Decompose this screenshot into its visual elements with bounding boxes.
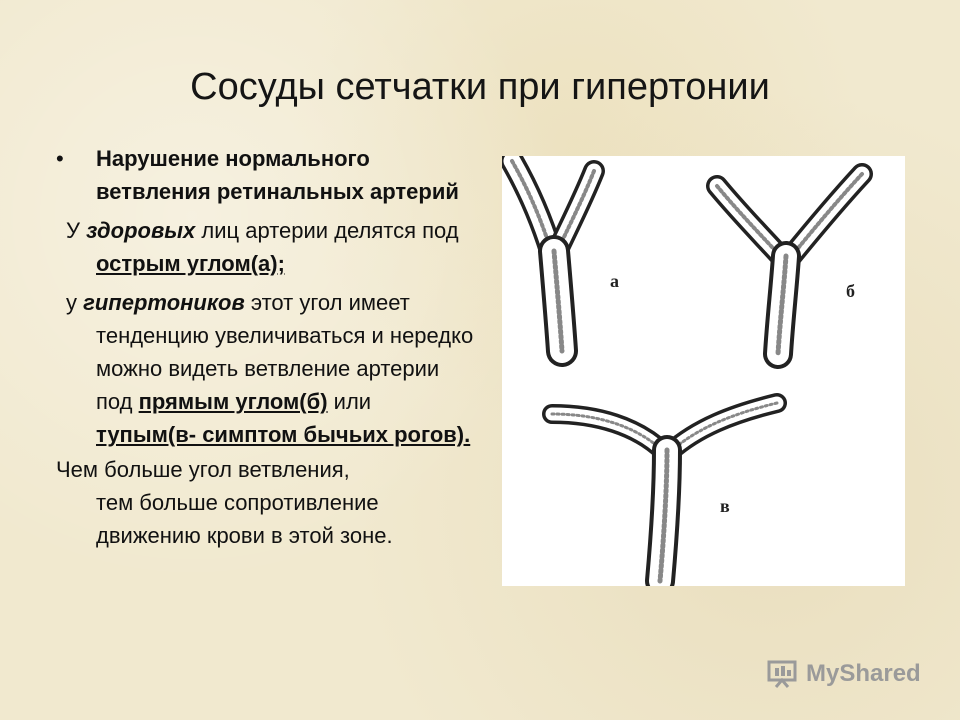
bullet-item bbox=[56, 142, 476, 208]
conclusion-line1: Чем больше угол ветвления, bbox=[56, 457, 350, 482]
healthy-paragraph bbox=[56, 214, 476, 280]
vessel-obtuse bbox=[552, 403, 777, 581]
vessel-drawing bbox=[502, 156, 905, 586]
bullet-dot: • bbox=[56, 146, 64, 171]
hyper-paragraph bbox=[56, 286, 476, 451]
healthy-underlined: острым углом(а); bbox=[96, 251, 285, 276]
healthy-lead: У bbox=[66, 218, 87, 243]
hyper-underlined-right: прямым углом(б) bbox=[138, 389, 328, 414]
conclusion-rest: тем больше сопротивление движению крови в этой зоне. bbox=[96, 490, 393, 548]
label-a: а bbox=[610, 271, 619, 291]
label-b: б bbox=[846, 281, 855, 301]
bullet-text: Нарушение нормального ветвления ретинальных артерий bbox=[96, 146, 459, 204]
healthy-emphasis: здоровых bbox=[86, 218, 196, 243]
hyper-text: этот угол имеет тенденцию увеличиваться и нередко можно видеть ветвление артерии под bbox=[96, 290, 474, 414]
watermark-text: MyShared bbox=[806, 660, 921, 687]
presentation-board-icon bbox=[766, 659, 800, 689]
healthy-text: лиц артерии делятся под bbox=[195, 218, 459, 243]
slide-title: Сосуды сетчатки при гипертонии bbox=[190, 66, 770, 108]
hyper-lead: у bbox=[66, 290, 84, 315]
hyper-emphasis: гипертоников bbox=[83, 290, 245, 315]
watermark bbox=[766, 656, 921, 692]
label-v: в bbox=[720, 496, 730, 516]
vessel-right bbox=[717, 174, 862, 354]
hyper-underlined-obtuse: тупым(в- симптом бычьих рогов). bbox=[96, 422, 471, 447]
hyper-connector: или bbox=[327, 389, 372, 414]
vessel-branching-figure bbox=[502, 156, 905, 586]
slide-text bbox=[56, 142, 476, 552]
vessel-acute bbox=[512, 161, 594, 351]
conclusion-paragraph bbox=[56, 453, 476, 552]
